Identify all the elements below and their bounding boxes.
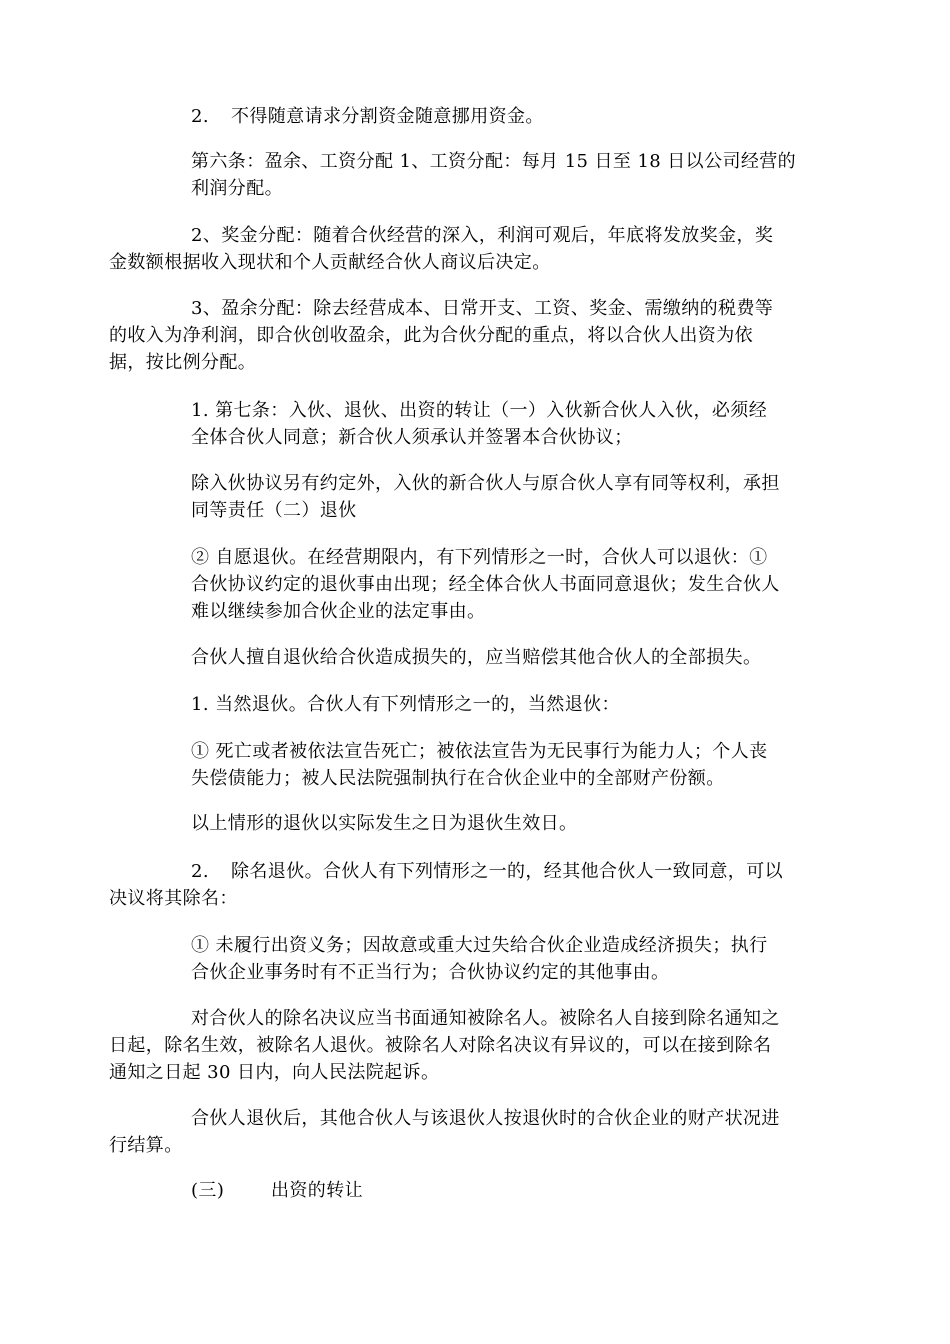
text-line: 同等责任（二）退伙 bbox=[191, 500, 357, 521]
paragraph-1 bbox=[191, 103, 544, 130]
text-line: ① 未履行出资义务；因故意或重大过失给合伙企业造成经济损失；执行 bbox=[191, 935, 768, 956]
paragraph-text: 不得随意请求分割资金随意挪用资金。 bbox=[231, 106, 544, 127]
text-line: 决议将其除名： bbox=[109, 888, 238, 909]
paragraph-voluntary-withdrawal bbox=[191, 544, 780, 625]
text-line: 除名退伙。合伙人有下列情形之一的，经其他合伙人一致同意，可以 bbox=[231, 861, 783, 882]
paragraph-unauthorized-withdrawal bbox=[191, 644, 761, 671]
section-title: 出资的转让 bbox=[271, 1180, 363, 1201]
paragraph-expulsion-notice bbox=[109, 1005, 780, 1086]
paragraph-expulsion bbox=[109, 858, 783, 912]
section-heading-transfer bbox=[191, 1177, 363, 1204]
text-line: 全体合伙人同意；新合伙人须承认并签署本合伙协议； bbox=[191, 427, 633, 448]
text-line: 通知之日起 30 日内，向人民法院起诉。 bbox=[109, 1062, 440, 1083]
text-line: 难以继续参加合伙企业的法定事由。 bbox=[191, 601, 486, 622]
item-number: 2. bbox=[191, 106, 209, 127]
text-line: 合伙协议约定的退伙事由出现；经全体合伙人书面同意退伙；发生合伙人 bbox=[191, 574, 780, 595]
item-number: 2. bbox=[191, 861, 209, 882]
text-line: 以上情形的退伙以实际发生之日为退伙生效日。 bbox=[191, 813, 578, 834]
text-line: 金数额根据收入现状和个人贡献经合伙人商议后决定。 bbox=[109, 252, 551, 273]
paragraph-expulsion-reasons bbox=[191, 932, 768, 986]
paragraph-settlement bbox=[109, 1105, 780, 1159]
text-line: 失偿债能力；被人民法院强制执行在合伙企业中的全部财产份额。 bbox=[191, 768, 725, 789]
paragraph-surplus bbox=[109, 295, 774, 376]
text-line: 除入伙协议另有约定外，入伙的新合伙人与原合伙人享有同等权利，承担 bbox=[191, 473, 780, 494]
text-line: ① 死亡或者被依法宣告死亡；被依法宣告为无民事行为能力人；个人丧 bbox=[191, 741, 768, 762]
paragraph-automatic-withdrawal bbox=[191, 691, 620, 718]
text-line: 日起，除名生效，被除名人退伙。被除名人对除名决议有异议的，可以在接到除名 bbox=[109, 1035, 772, 1056]
text-line: 行结算。 bbox=[109, 1135, 183, 1156]
paragraph-death-incapacity bbox=[191, 738, 768, 792]
text-line: 利润分配。 bbox=[191, 178, 283, 199]
text-line: 1. 当然退伙。合伙人有下列情形之一的，当然退伙： bbox=[191, 694, 620, 715]
text-line: 合伙人退伙后，其他合伙人与该退伙人按退伙时的合伙企业的财产状况进 bbox=[191, 1108, 780, 1129]
text-line: 的收入为净利润，即合伙创收盈余，此为合伙分配的重点，将以合伙人出资为依 bbox=[109, 325, 753, 346]
text-line: 第六条：盈余、工资分配 1、工资分配：每月 15 日至 18 日以公司经营的 bbox=[191, 151, 797, 172]
text-line: 合伙企业事务时有不正当行为；合伙协议约定的其他事由。 bbox=[191, 962, 670, 983]
text-line: 据，按比例分配。 bbox=[109, 352, 257, 373]
text-line: ② 自愿退伙。在经营期限内，有下列情形之一时，合伙人可以退伙：① bbox=[191, 547, 768, 568]
text-line: 3、盈余分配：除去经营成本、日常开支、工资、奖金、需缴纳的税费等 bbox=[191, 298, 774, 319]
section-number: (三) bbox=[191, 1180, 225, 1201]
paragraph-article-6 bbox=[191, 148, 796, 202]
text-line: 合伙人擅自退伙给合伙造成损失的，应当赔偿其他合伙人的全部损失。 bbox=[191, 647, 762, 668]
text-line: 2、奖金分配：随着合伙经营的深入，利润可观后，年底将发放奖金，奖 bbox=[191, 225, 774, 246]
paragraph-article-7 bbox=[191, 397, 767, 451]
text-line: 1. 第七条：入伙、退伙、出资的转让（一）入伙新合伙人入伙，必须经 bbox=[191, 400, 768, 421]
paragraph-admission bbox=[191, 470, 780, 524]
text-line: 对合伙人的除名决议应当书面通知被除名人。被除名人自接到除名通知之 bbox=[191, 1008, 780, 1029]
paragraph-effective-date bbox=[191, 810, 577, 837]
paragraph-bonus bbox=[109, 222, 774, 276]
